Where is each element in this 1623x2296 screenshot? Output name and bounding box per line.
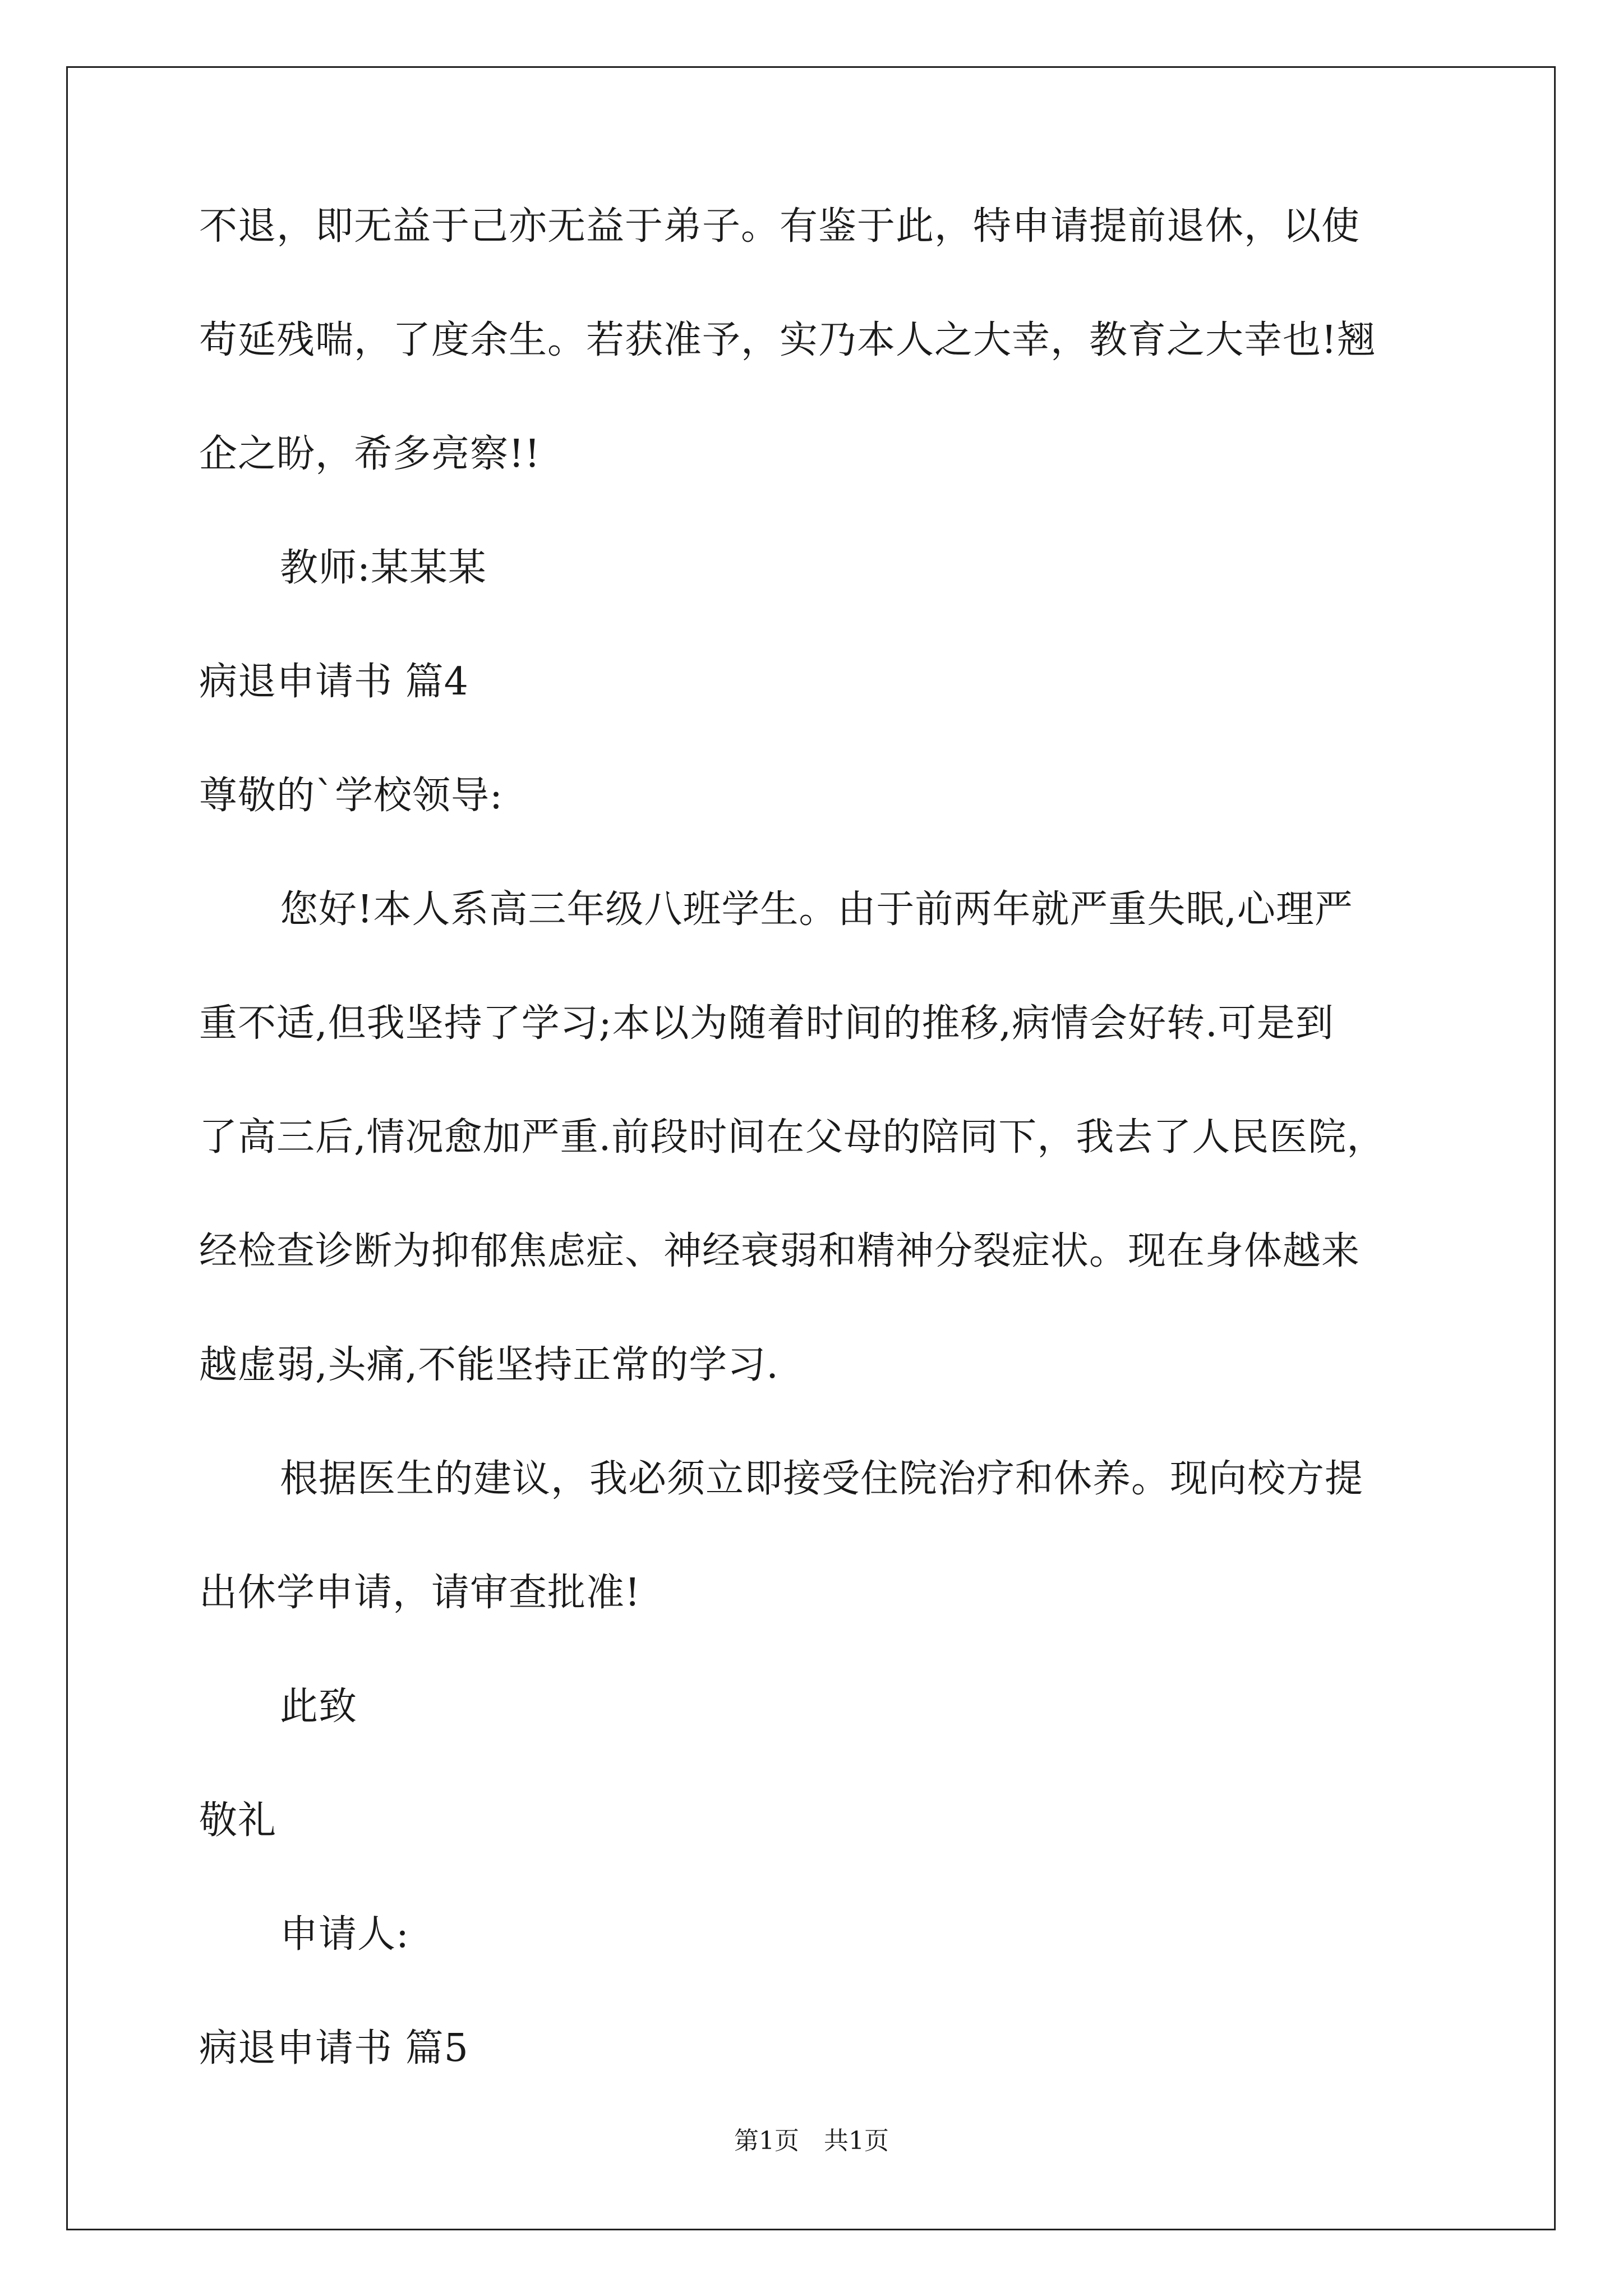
text-line-9: 了高三后,情况愈加严重.前段时间在父母的陪同下，我去了人民医院， [199, 1115, 1386, 1159]
text-line-3: 企之盼，希多亮察!! [199, 432, 541, 476]
closing-jingli: 敬礼 [199, 1798, 277, 1843]
teacher-signature: 教师:某某某 [280, 546, 487, 590]
closing-cizhi: 此致 [280, 1685, 358, 1729]
text-line-10: 经检查诊断为抑郁焦虑症、神经衰弱和精神分裂症状。现在身体越来 [199, 1229, 1361, 1273]
text-line-12: 根据医生的建议，我必须立即接受住院治疗和休养。现向校方提 [280, 1457, 1364, 1501]
text-line-11: 越虚弱,头痛,不能坚持正常的学习. [199, 1343, 779, 1387]
page-number: 第1页 [734, 2127, 799, 2155]
page-total: 共1页 [824, 2127, 889, 2155]
document-body [199, 204, 1422, 2143]
text-line-2: 苟延残喘，了度余生。若获准予，实乃本人之大幸，教育之大幸也!翘 [199, 318, 1376, 362]
applicant-label: 申请人: [280, 1912, 409, 1957]
page-footer [0, 2127, 1623, 2155]
text-line-7: 您好!本人系高三年级八班学生。由于前两年就严重失眠,心理严 [280, 887, 1353, 932]
salutation: 尊敬的`学校领导: [199, 774, 503, 818]
section-heading-5: 病退申请书 篇5 [199, 2026, 469, 2070]
text-line-8: 重不适,但我坚持了学习;本以为随着时间的推移,病情会好转.可是到 [199, 1001, 1334, 1046]
text-line-13: 出休学申请，请审查批准! [199, 1571, 641, 1615]
text-line-1: 不退，即无益于己亦无益于弟子。有鉴于此，特申请提前退休，以使 [199, 204, 1361, 249]
section-heading-4: 病退申请书 篇4 [199, 660, 469, 704]
